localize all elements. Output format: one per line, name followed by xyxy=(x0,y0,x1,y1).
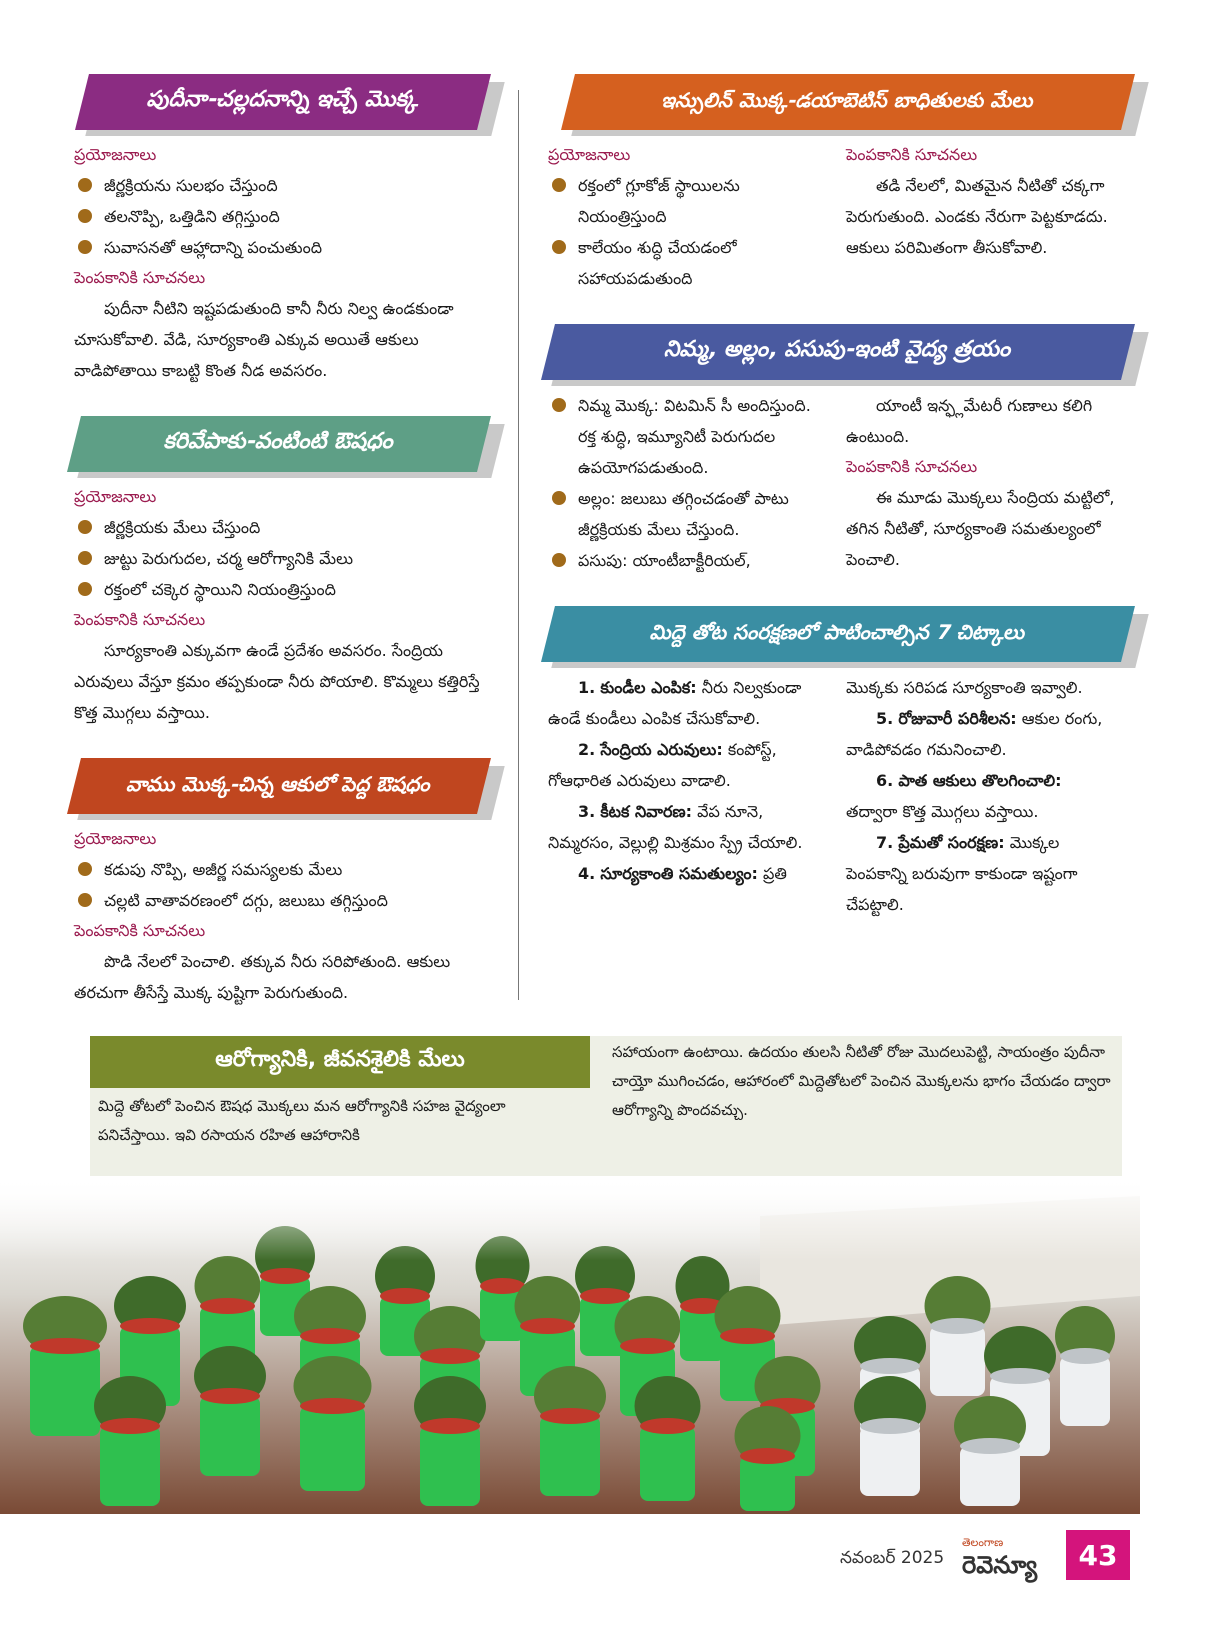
list-item: సువాసనతో ఆహ్లాదాన్ని పంచుతుంది xyxy=(74,232,484,263)
trio-continued: యాంటీ ఇన్ఫ్లమేటరీ గుణాలు కలిగి ఉంటుంది. xyxy=(846,396,1093,446)
insulin-banner xyxy=(568,74,1128,130)
ajwain-benefits-label: ప్రయోజనాలు xyxy=(74,829,157,848)
trio-tips: ఈ మూడు మొక్కలు సేంద్రియ మట్టిలో, తగిన నీటితో, సూర్యకాంతి సమతుల్యంలో పెంచాలి. xyxy=(846,488,1115,569)
curry-leaf-banner xyxy=(74,416,484,472)
list-item: రక్తంలో గ్లూకోజ్ స్థాయిలను నియంత్రిస్తుంది xyxy=(548,170,828,232)
tip-item: 1. కుండీల ఎంపిక: నీరు నిల్వకుండా ఉండే కుండీలు ఎంపిక చేసుకోవాలి. xyxy=(548,678,802,728)
health-box-left-text: మిద్దె తోటలో పెంచిన ఔషధ మొక్కలు మన ఆరోగ్యానికి సహజ వైద్యంలా పనిచేస్తాయి. ఇవి రసాయన రహిత ఆహారానికి xyxy=(98,1097,506,1144)
tip-continued: మొక్కకు సరిపడ సూర్యకాంతి ఇవ్వాలి. xyxy=(846,678,1083,697)
mint-tips: పుదీనా నీటిని ఇష్టపడుతుంది కానీ నీరు నిల్వ ఉండకుండా చూసుకోవాలి. వేడి, సూర్యకాంతి ఎక్కువ అయితే ఆకులు వాడిపోతాయి కాబట్టి కొంత నీడ అవసరం. xyxy=(74,299,454,380)
list-item: కడుపు నొప్పి, అజీర్ణ సమస్యలకు మేలు xyxy=(74,854,484,885)
curry-leaf-title: కరివేపాకు-వంటింటి ఔషధం xyxy=(161,429,398,454)
mint-title: పుదీనా-చల్లదనాన్ని ఇచ్చే మొక్క xyxy=(144,87,423,112)
list-item: అల్లం: జలుబు తగ్గించడంతో పాటు జీర్ణక్రియకు మేలు చేస్తుంది. xyxy=(548,483,828,545)
trio-banner xyxy=(548,324,1128,380)
list-item: రక్తంలో చక్కెర స్థాయిని నియంత్రిస్తుంది xyxy=(74,574,484,605)
list-item: కాలేయం శుద్ధి చేయడంలో సహాయపడుతుంది xyxy=(548,232,828,294)
page-number: 43 xyxy=(1066,1530,1130,1580)
trio-title: నిమ్మ, అల్లం, పసుపు-ఇంటి వైద్య త్రయం xyxy=(662,337,1015,362)
terrace-garden-photo xyxy=(0,1176,1140,1514)
tip-item: 7. ప్రేమతో సంరక్షణ: మొక్కల పెంపకాన్ని బరువుగా కాకుండా ఇష్టంగా చేపట్టాలి. xyxy=(846,833,1078,914)
ajwain-tips: పొడి నేలలో పెంచాలి. తక్కువ నీరు సరిపోతుంది. ఆకులు తరచుగా తీసేస్తే మొక్క పుష్టిగా పెరుగుతుంది. xyxy=(74,952,451,1002)
list-item: జుట్టు పెరుగుదల, చర్మ ఆరోగ్యానికి మేలు xyxy=(74,543,484,574)
health-box xyxy=(90,1036,1122,1176)
issue-date: నవంబర్ 2025 xyxy=(840,1548,945,1568)
tips-title: మిద్దె తోట సంరక్షణలో పాటించాల్సిన 7 చిట్కాలు xyxy=(648,619,1029,644)
right-column xyxy=(548,74,1128,920)
tip-item: 3. కీటక నివారణ: వేప నూనె, నిమ్మరసం, వెల్లుల్లి మిశ్రమం స్ప్రే చేయాలి. xyxy=(548,802,803,852)
list-item: చల్లటి వాతావరణంలో దగ్గు, జలుబు తగ్గిస్తుంది xyxy=(74,885,484,916)
list-item: తలనొప్పి, ఒత్తిడిని తగ్గిస్తుంది xyxy=(74,201,484,232)
tips-banner xyxy=(548,606,1128,662)
mint-benefits-label: ప్రయోజనాలు xyxy=(74,145,157,164)
insulin-tips-label: పెంపకానికి సూచనలు xyxy=(846,145,978,164)
curry-tips: సూర్యకాంతి ఎక్కువగా ఉండే ప్రదేశం అవసరం. సేంద్రియ ఎరువులు వేస్తూ క్రమం తప్పకుండా నీరు పోయాలి. కొమ్మలు కత్తిరిస్తే కొత్త మొగ్గలు వస్తాయి. xyxy=(74,641,480,722)
list-item: పసుపు: యాంటీబాక్టీరియల్, xyxy=(548,545,828,576)
tip-item: 6. పాత ఆకులు తొలగించాలి: తద్వారా కొత్త మొగ్గలు వస్తాయి. xyxy=(846,771,1062,821)
ajwain-title: వాము మొక్క-చిన్న ఆకులో పెద్ద ఔషధం xyxy=(124,771,435,796)
tip-item: 2. సేంద్రియ ఎరువులు: కంపోస్ట్, గోఆధారిత ఎరువులు వాడాలి. xyxy=(548,740,777,790)
mint-banner xyxy=(82,74,484,130)
list-item: జీర్ణక్రియను సులభం చేస్తుంది xyxy=(74,170,484,201)
insulin-benefits-label: ప్రయోజనాలు xyxy=(548,145,631,164)
curry-tips-label: పెంపకానికి సూచనలు xyxy=(74,610,206,629)
list-item: నిమ్మ మొక్క: విటమిన్ సీ అందిస్తుంది. రక్త శుద్ధి, ఇమ్యూనిటీ పెరుగుదల ఉపయోగపడుతుంది. xyxy=(548,390,828,483)
insulin-tips: తడి నేలలో, మితమైన నీటితో చక్కగా పెరుగుతుంది. ఎండకు నేరుగా పెట్టకూడదు. ఆకులు పరిమితంగా తీసుకోవాలి. xyxy=(846,176,1108,257)
list-item: జీర్ణక్రియకు మేలు చేస్తుంది xyxy=(74,512,484,543)
mint-tips-label: పెంపకానికి సూచనలు xyxy=(74,268,206,287)
ajwain-tips-label: పెంపకానికి సూచనలు xyxy=(74,921,206,940)
ajwain-banner xyxy=(74,758,484,814)
health-box-right-text: సహాయంగా ఉంటాయి. ఉదయం తులసి నీటితో రోజు మొదలుపెట్టి, సాయంత్రం పుదీనా చాయ్తో ముగించడం, ఆహారంలో మిద్దెతోటలో పెంచిన మొక్కలను భాగం చేయడం ద్వారా ఆరోగ్యాన్ని పొందవచ్చు. xyxy=(612,1043,1111,1119)
tip-item: 5. రోజువారీ పరిశీలన: ఆకుల రంగు, వాడిపోవడం గమనించాలి. xyxy=(846,709,1103,759)
health-box-title: ఆరోగ్యానికి, జీవనశైలికి మేలు xyxy=(90,1036,590,1088)
page-footer xyxy=(840,1548,944,1572)
curry-benefits-label: ప్రయోజనాలు xyxy=(74,487,157,506)
left-column xyxy=(74,74,484,1008)
column-divider xyxy=(518,90,519,1000)
insulin-title: ఇన్సులిన్ మొక్క-డయాబెటిస్ బాధితులకు మేలు xyxy=(659,87,1038,112)
trio-tips-label: పెంపకానికి సూచనలు xyxy=(846,457,978,476)
tip-item: 4. సూర్యకాంతి సమతుల్యం: ప్రతి xyxy=(578,864,787,883)
magazine-name: తెలంగాణ రెవెన్యూ xyxy=(962,1536,1038,1579)
